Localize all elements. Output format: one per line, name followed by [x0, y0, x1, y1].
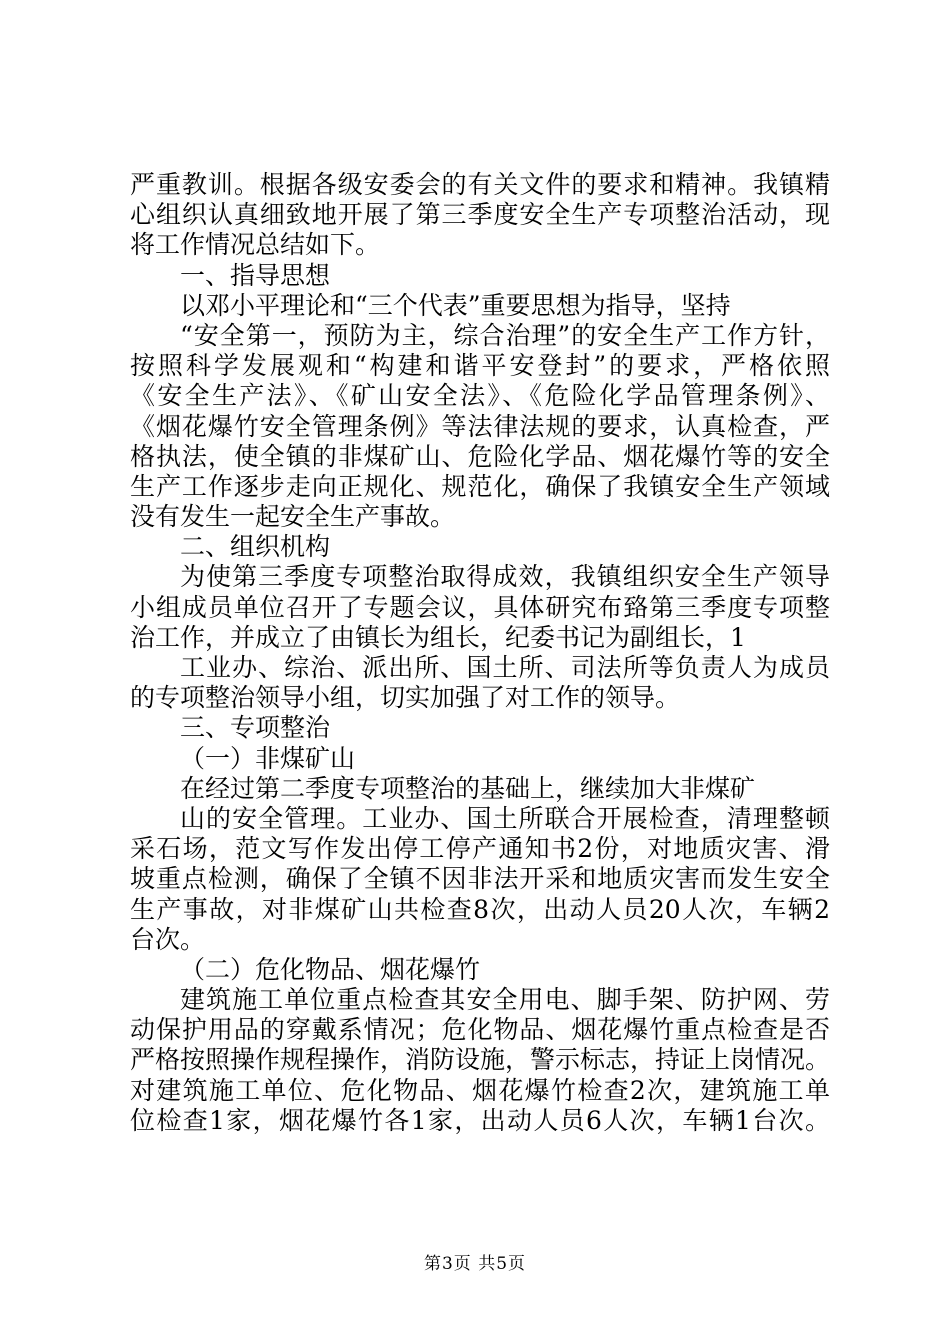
text-line: 格执法，使全镇的非煤矿山、危险化学品、烟花爆竹等的安全 — [130, 441, 830, 471]
text-line: 采石场，范文写作发出停工停产通知书2份，对地质灾害、滑 — [130, 834, 830, 864]
section-heading: 三、专项整治 — [180, 713, 331, 743]
text-line: 对建筑施工单位、危化物品、烟花爆竹检查2次，建筑施工单 — [130, 1075, 830, 1105]
text-line: 工业办、综治、派出所、国土所、司法所等负责人为成员 — [180, 653, 830, 682]
text-line: “安全第一，预防为主，综合治理”的安全生产工作方针， — [180, 320, 830, 350]
text-line: 为使第三季度专项整治取得成效，我镇组织安全生产领导 — [180, 562, 830, 592]
text-line: 山的安全管理。工业办、国土所联合开展检查，清理整顿 — [180, 803, 830, 833]
text-line: 位检查1家，烟花爆竹各1家，出动人员6人次，车辆1台次。 — [130, 1105, 830, 1135]
section-heading: 一、指导思想 — [180, 260, 331, 290]
text-line: 将工作情况总结如下。 — [130, 230, 381, 260]
text-line: 坡重点检测，确保了全镇不因非法开采和地质灾害而发生安全 — [130, 864, 830, 894]
subsection-heading: （一）非煤矿山 — [180, 743, 356, 773]
text-line: 没有发生一起安全生产事故。 — [130, 502, 456, 532]
text-line: 动保护用品的穿戴系情况；危化物品、烟花爆竹重点检查是否 — [130, 1015, 830, 1045]
text-line: 小组成员单位召开了专题会议，具体研究布臵第三季度专项整 — [130, 592, 830, 622]
subsection-heading: （二）危化物品、烟花爆竹 — [180, 954, 481, 984]
text-line: 建筑施工单位重点检查其安全用电、脚手架、防护网、劳 — [180, 985, 830, 1015]
text-line: 生产工作逐步走向正规化、规范化，确保了我镇安全生产领域 — [130, 471, 830, 501]
text-line: 《安全生产法》、《矿山安全法》、《危险化学品管理条例》、 — [130, 381, 830, 411]
text-line: 按照科学发展观和“构建和谐平安登封”的要求，严格依照 — [130, 351, 830, 381]
text-line: 心组织认真细致地开展了第三季度安全生产专项整治活动，现 — [130, 200, 830, 230]
text-line: 以邓小平理论和“三个代表”重要思想为指导，坚持 — [180, 290, 731, 320]
text-line: 《烟花爆竹安全管理条例》等法律法规的要求，认真检查，严 — [130, 411, 830, 441]
text-line: 的专项整治领导小组，切实加强了对工作的领导。 — [130, 683, 681, 713]
text-line: 治工作，并成立了由镇长为组长，纪委书记为副组长，1 — [130, 622, 746, 652]
text-line: 严重教训。根据各级安委会的有关文件的要求和精神。我镇精 — [130, 170, 830, 199]
text-line: 生产事故，对非煤矿山共检查8次，出动人员20人次，车辆2 — [130, 894, 830, 924]
section-heading: 二、组织机构 — [180, 532, 331, 562]
text-line: 严格按照操作规程操作，消防设施，警示标志，持证上岗情况。 — [130, 1045, 831, 1075]
page-footer: 第3页 共5页 — [423, 1254, 527, 1274]
text-line: 在经过第二季度专项整治的基础上，继续加大非煤矿 — [180, 773, 756, 803]
document-body — [130, 170, 830, 1136]
text-line: 台次。 — [130, 924, 206, 954]
